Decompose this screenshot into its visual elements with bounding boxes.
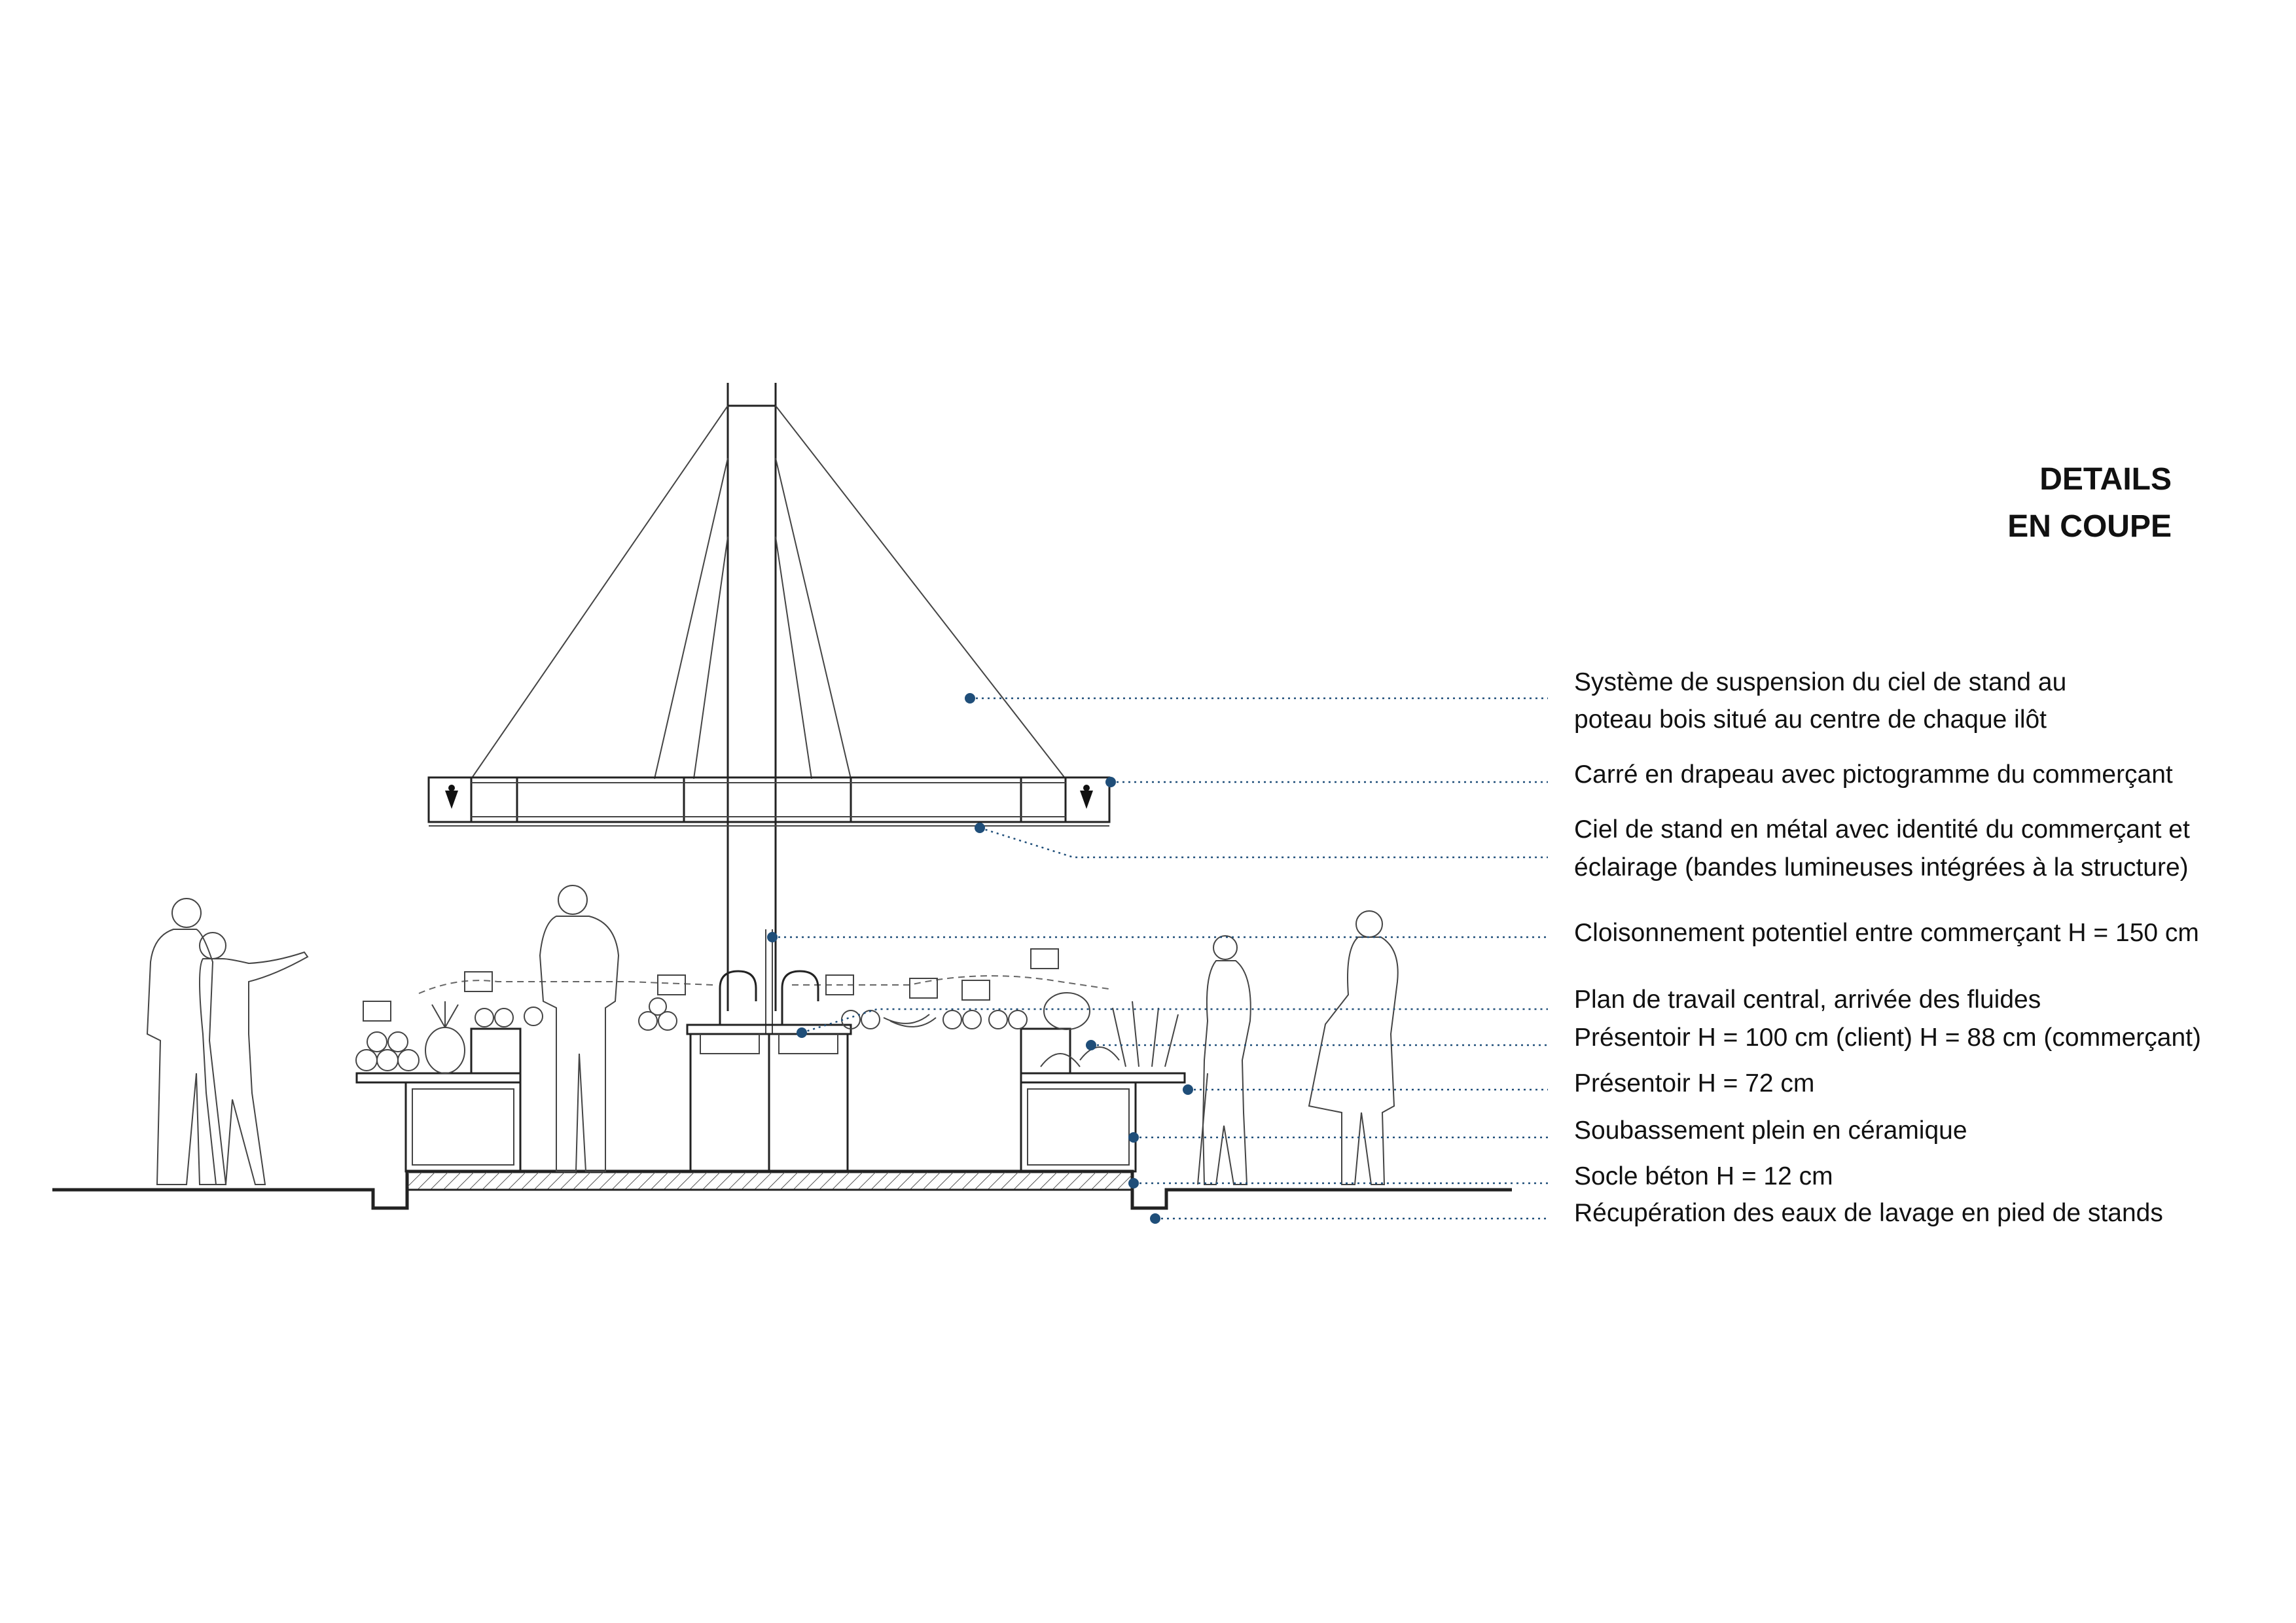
person-woman-right [1309, 911, 1398, 1185]
counters [357, 971, 1185, 1171]
label-suspension-line-1: Système de suspension du ciel de stand au [1574, 668, 2067, 696]
suspension-cables [471, 406, 1066, 779]
person-elderly [1198, 936, 1251, 1185]
person-woman-left [200, 933, 308, 1185]
dot-plan-travail [797, 1027, 807, 1038]
concrete-plinth [407, 1171, 1132, 1190]
label-socle: Socle béton H = 12 cm [1574, 1162, 1833, 1190]
dot-soubassement [1128, 1132, 1139, 1143]
produce [356, 949, 1178, 1073]
label-soubassement: Soubassement plein en céramique [1574, 1116, 1967, 1145]
label-recuperation: Récupération des eaux de lavage en pied de stands [1574, 1199, 2163, 1227]
central-pole [728, 383, 776, 1011]
dot-presentoir-72 [1183, 1084, 1193, 1095]
title-line-1: DETAILS [2039, 462, 2172, 497]
title-line-2: EN COUPE [2007, 509, 2172, 544]
flag-pictogram-right [1080, 785, 1093, 809]
stand-canopy [429, 777, 1109, 826]
flag-pictogram-left [445, 785, 458, 809]
dot-recuperation [1150, 1213, 1160, 1224]
person-man-left [147, 899, 226, 1185]
partition [766, 929, 772, 1034]
dot-cloisonnement [767, 932, 778, 942]
label-ciel-stand-line-1: Ciel de stand en métal avec identité du commerçant et [1574, 815, 2190, 844]
diagram-title [2007, 462, 2172, 544]
person-vendor [540, 885, 619, 1171]
annotation-labels [1574, 668, 2201, 1227]
dot-socle [1128, 1178, 1139, 1188]
dot-carre-drapeau [1105, 777, 1116, 787]
label-ciel-stand-line-2: éclairage (bandes lumineuses intégrées à la structure) [1574, 853, 2189, 882]
label-carre-drapeau: Carré en drapeau avec pictogramme du commerçant [1574, 760, 2173, 789]
ground [52, 1171, 1512, 1208]
label-presentoir-100: Présentoir H = 100 cm (client) H = 88 cm (commerçant) [1574, 1024, 2201, 1052]
dot-ciel-stand [975, 823, 985, 833]
dot-suspension [965, 693, 975, 704]
leaders [767, 693, 1548, 1224]
label-cloisonnement: Cloisonnement potentiel entre commerçant H = 150 cm [1574, 919, 2199, 947]
label-presentoir-72: Présentoir H = 72 cm [1574, 1069, 1815, 1097]
dot-presentoir-100 [1086, 1040, 1096, 1050]
label-plan-travail: Plan de travail central, arrivée des fluides [1574, 986, 2041, 1014]
label-suspension-line-2: poteau bois situé au centre de chaque ilôt [1574, 705, 2047, 734]
